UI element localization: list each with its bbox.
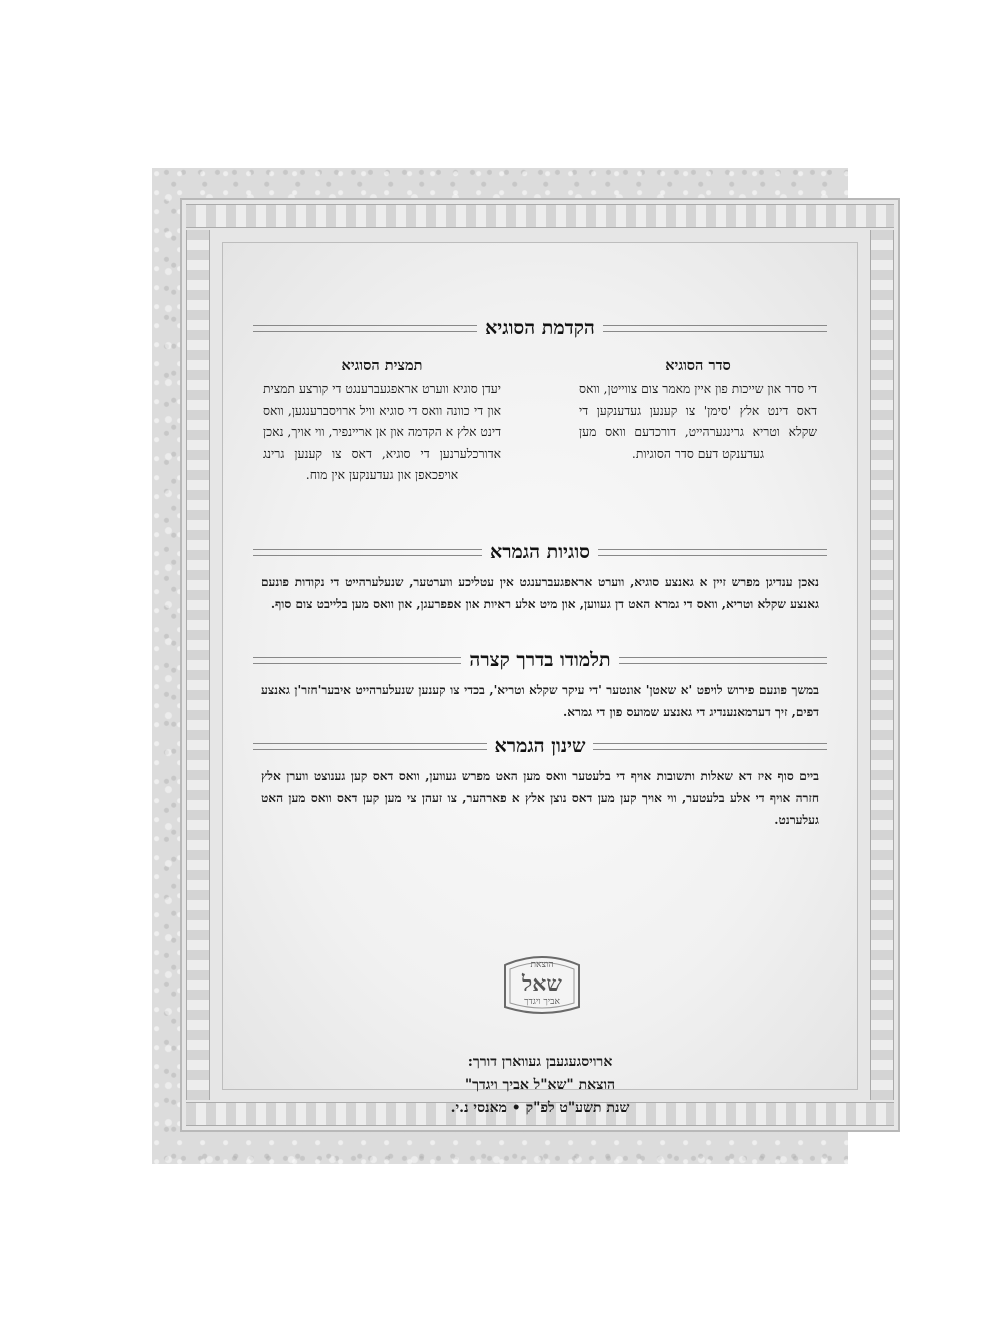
heading-rule xyxy=(253,743,487,750)
section-title: שינון הגמרא xyxy=(494,734,586,757)
intro-column-right xyxy=(579,357,817,465)
publisher-logo xyxy=(499,951,585,1017)
colophon-line: ארויסגעגעבן געווארן דורך: xyxy=(467,1054,613,1070)
section-title: תלמודו בדרך קצרה xyxy=(469,648,611,671)
section-heading-intro xyxy=(253,315,827,341)
decorative-frame xyxy=(180,198,900,1132)
section-title: סוגיות הגמרא xyxy=(490,540,590,563)
heading-rule xyxy=(253,657,461,664)
section-text-talmudo: במשך פונעם פירוש לויפט 'א שאטן' אונטער 'די עיקר שקלא וטריא', בכדי צו קענען שנעלערהייט איבער'חזר'ן גאנצע דפים, זיך דערמאנענדיג די גאנצע שמועס פון די גמרא. xyxy=(261,683,819,719)
heading-rule xyxy=(253,325,477,332)
heading-rule xyxy=(598,549,827,556)
column-text: יעדן סוגיא ווערט אראפגעברענגט די קורצע תמצית און די כוונה וואס די סוגיא וויל ארויסברענגען, וואס דינט אלץ א הקדמה און אן אריינפיר, ווי אויך, נאכן אדורכלערנען די סוגיא, דאס צו קענען גרינג אויפכאפן און געדענקען אין מוח. xyxy=(263,382,501,482)
logo-main-text: שאל xyxy=(522,971,562,997)
colophon-line: שנת תשע"ט לפ"ק • מאנסי נ.י. xyxy=(450,1100,630,1116)
section-title: הקדמת הסוגיא xyxy=(485,316,595,339)
frame-border-left xyxy=(186,230,210,1100)
column-heading: תמצית הסוגיא xyxy=(341,357,423,374)
section-heading-sugyos xyxy=(253,539,827,565)
intro-column-left xyxy=(263,357,501,487)
section-heading-talmudo xyxy=(253,647,827,673)
colophon-line: הוצאת "שא"ל אביך ויגדך" xyxy=(464,1077,616,1093)
frame-border-right xyxy=(870,230,894,1100)
section-heading-shinun xyxy=(253,733,827,759)
content-panel xyxy=(222,242,858,1116)
heading-rule xyxy=(603,325,827,332)
column-heading: סדר הסוגיא xyxy=(665,357,731,374)
scanned-page xyxy=(152,168,848,1164)
heading-rule xyxy=(619,657,827,664)
logo-bottom-text: אביך ויגדך xyxy=(524,997,560,1007)
section-text-shinun: ביים סוף איז דא שאלות ותשובות אויף די בלעטער וואס מען האט מפרש געווען, וואס דאס קען גענוצט ווערן אלץ חזרה אויף די אלע בלעטער, ווי אויך קען מען דאס נוצן אלץ א פארהער, צו זעהן צי מען קען דאס וואס מען האט געלערנט. xyxy=(261,769,819,827)
frame-border-top xyxy=(186,204,894,228)
section-text-sugyos: נאכן ענדיגן מפרש זיין א גאנצע סוגיא, ווערט אראפגעברענגט אין עטליכע ווערטער, שנעלערהייט די נקודות פונעם גאנצע שקלא וטריא, וואס די גמרא האט דן געווען, און מיט אלע ראיות און אפפרעגן, און וואס מען בלייבט צום סוף. xyxy=(261,575,819,611)
heading-rule xyxy=(253,549,482,556)
logo-top-text: הוצאת xyxy=(530,960,554,970)
heading-rule xyxy=(593,743,827,750)
column-text: די סדר און שייכות פון איין מאמר צום צווייטן, וואס דאס דינט אלץ 'סימן' צו קענען געדענקען די שקלא וטריא גרינגערהייט, דורכדעם וואס מען געדענקט דעם סדר הסוגיות. xyxy=(578,382,817,461)
colophon xyxy=(323,1051,757,1120)
